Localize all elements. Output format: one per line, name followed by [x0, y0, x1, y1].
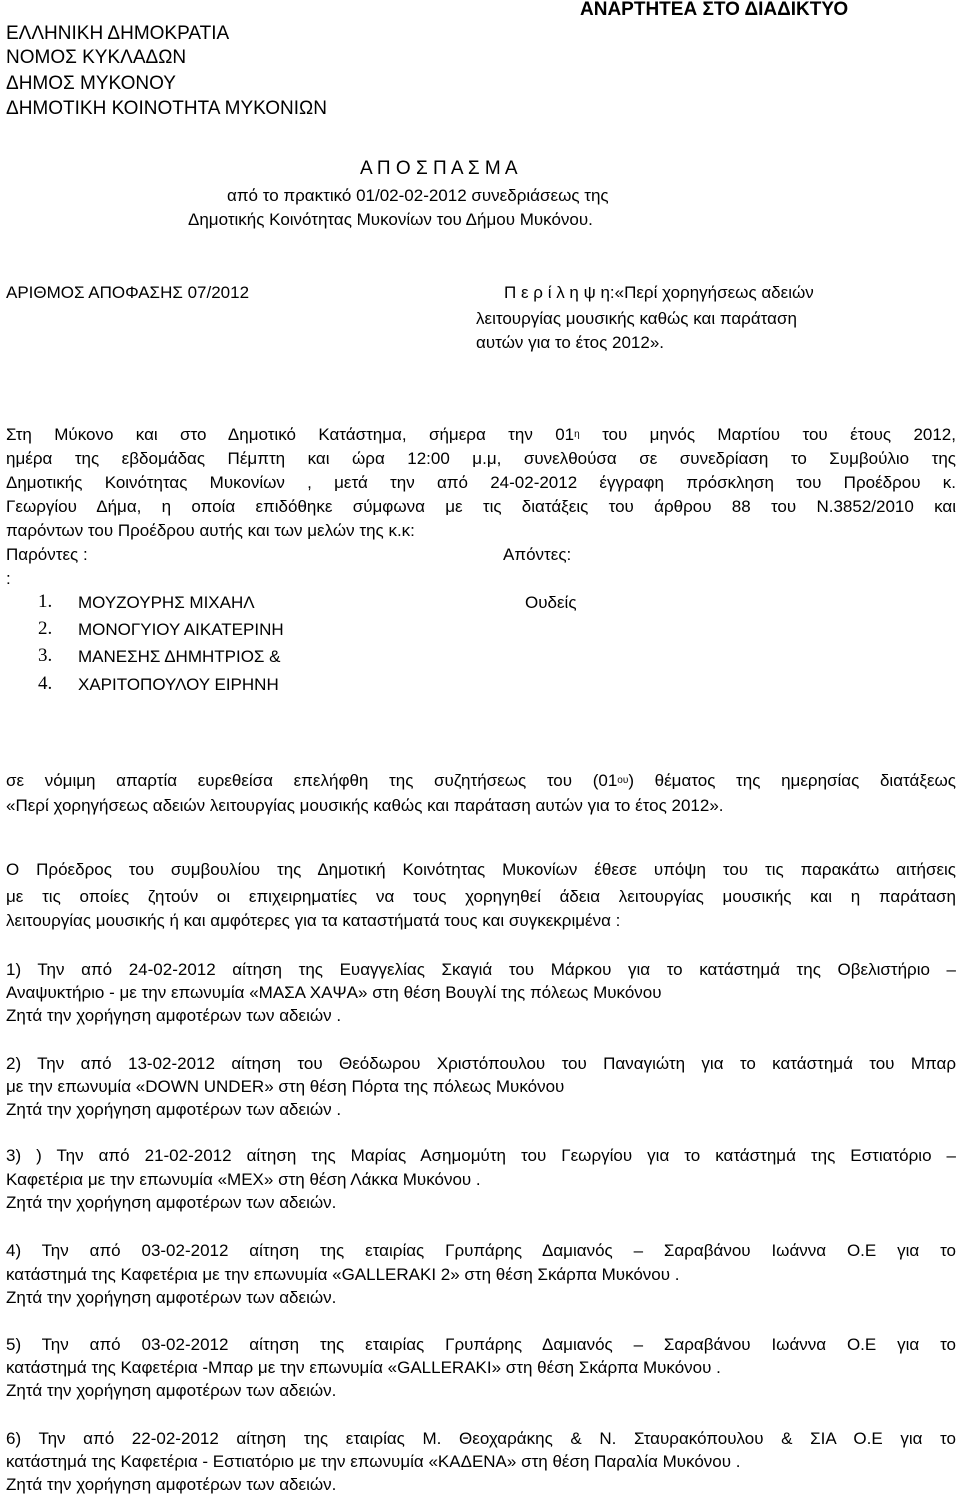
intro-line: παρόντων του Προέδρου αυτής και των μελών της κ.κ: — [6, 521, 415, 540]
request-2-status: Ζητά την χορήγηση αμφοτέρων των αδειών . — [6, 1100, 342, 1119]
intro-line: Στη Μύκονο και στο Δημοτικό Κατάστημα, σήμερα την $01^\eta$ του μηνός Μαρτίου του έτους 2012, — [6, 425, 956, 444]
member-name: ΧΑΡΙΤΟΠΟΥΛΟΥ ΕΙΡΗΝΗ — [78, 675, 279, 694]
request-1-status: Ζητά την χορήγηση αμφοτέρων των αδειών . — [6, 1006, 342, 1025]
summary-line: λειτουργίας μουσικής καθώς και παράταση — [476, 309, 797, 328]
posting-notice: ΑΝΑΡΤΗΤΕΑ ΣΤΟ ΔΙΑΔΙΚΤΥΟ — [580, 0, 849, 20]
summary-line: Π ε ρ ί λ η ψ η:«Περί χορηγήσεως αδειών — [504, 283, 814, 302]
intro-line: Γεωργίου Δήμα, η οποία επιδόθηκε σύμφωνα με τις διατάξεις του άρθρου 88 του Ν.3852/2010 και — [6, 497, 956, 516]
request-1-line: 1) Την από 24-02-2012 αίτηση της Ευαγγελίας Σκαγιά του Μάρκου για το κατάστημά της Οβελιστήριο – — [6, 960, 956, 979]
member-name: ΜΑΝΕΣΗΣ ΔΗΜΗΤΡΙΟΣ & — [78, 647, 281, 666]
president-line: λειτουργίας μουσικής ή και αμφότερες για τα καταστήματά τους και συγκεκριμένα : — [6, 911, 621, 930]
header-line: ΝΟΜΟΣ ΚΥΚΛΑΔΩΝ — [6, 47, 187, 68]
president-line: με τις οποίες ζητούν οι επιχειρηματίες να τους χορηγηθεί άδεια λειτουργίας μουσικής και η παράταση — [6, 887, 956, 906]
president-line: Ο Πρόεδρος του συμβουλίου της Δημοτική Κοινότητας Μυκονίων έθεσε υπόψη του τις παρακάτω αιτήσεις — [6, 860, 956, 879]
member-item: 3. — [38, 645, 53, 666]
decision-number: ΑΡΙΘΜΟΣ ΑΠΟΦΑΣΗΣ 07/2012 — [6, 283, 250, 302]
intro-line: ημέρα της εβδομάδας Πέμπτη και ώρα 12:00 μ.μ, συνελθούσα σε συνεδρίαση το Συμβούλιο της — [6, 449, 956, 468]
request-4-status: Ζητά την χορήγηση αμφοτέρων των αδειών. — [6, 1288, 337, 1307]
request-6-status: Ζητά την χορήγηση αμφοτέρων των αδειών. — [6, 1475, 337, 1494]
header-line: ΔΗΜΟΣ ΜΥΚΟΝΟΥ — [6, 73, 176, 94]
request-2-line: με την επωνυμία «DOWN UNDER» στη θέση Πόρτα της πόλεως Μυκόνου — [6, 1077, 565, 1096]
request-3-line: Καφετέρια με την επωνυμία «ΜΕΧ» στη θέση Λάκκα Μυκόνου . — [6, 1170, 481, 1189]
member-name: ΜΟΥΖΟΥΡΗΣ ΜΙΧΑΗΛ — [78, 593, 255, 612]
request-4-line: 4) Την από 03-02-2012 αίτηση της εταιρίας Γρυπάρης Δαμιανός – Σαραβάνου Ιωάννα Ο.Ε για το — [6, 1241, 956, 1260]
present-colon: : — [6, 569, 11, 588]
absent-label: Απόντες: — [503, 545, 572, 564]
quorum-line: σε νόμιμη απαρτία ευρεθείσα επελήφθη της συζητήσεως του $(01^{o\upsilon})$ θέματος της ημερησίας διατάξεως — [6, 771, 956, 790]
header-line: ΔΗΜΟΤΙΚΗ ΚΟΙΝΟΤΗΤΑ ΜΥΚΟΝΙΩΝ — [6, 98, 327, 119]
excerpt-line: Δημοτικής Κοινότητας Μυκονίων του Δήμου Μυκόνου. — [188, 210, 593, 229]
request-6-line: κατάστημά της Καφετέρια - Εστιατόριο με την επωνυμία «ΚΑΔΕΝΑ» στη θέση Παραλία Μυκόνου . — [6, 1452, 741, 1471]
member-item: 2. — [38, 618, 53, 639]
header-line: ΕΛΛΗΝΙΚΗ ΔΗΜΟΚΡΑΤΙΑ — [6, 23, 230, 44]
request-5-line: κατάστημά της Καφετέρια -Μπαρ με την επωνυμία «GALLERAKI» στη θέση Σκάρπα Μυκόνου . — [6, 1358, 721, 1377]
request-1-line: Αναψυκτήριο - με την επωνυμία «ΜΑΣΑ ΧΑΨΑ» στη θέση Βουγλί της πόλεως Μυκόνου — [6, 983, 662, 1002]
request-6-line: 6) Την από 22-02-2012 αίτηση της εταιρίας Μ. Θεοχαράκης & Ν. Σταυρακόπουλου & ΣΙΑ Ο.Ε για το — [6, 1429, 956, 1448]
request-2-line: 2) Την από 13-02-2012 αίτηση του Θεόδωρου Χριστόπουλου του Παναγιώτη για το κατάστημά του Μπαρ — [6, 1054, 956, 1073]
request-5-status: Ζητά την χορήγηση αμφοτέρων των αδειών. — [6, 1381, 337, 1400]
request-3-status: Ζητά την χορήγηση αμφοτέρων των αδειών. — [6, 1193, 337, 1212]
quorum-line: «Περί χορηγήσεως αδειών λειτουργίας μουσικής καθώς και παράταση αυτών για το έτος 2012». — [6, 796, 724, 815]
present-label: Παρόντες : — [6, 545, 88, 564]
member-item: 4. — [38, 673, 53, 694]
intro-line: Δημοτικής Κοινότητας Μυκονίων , μετά την από 24-02-2012 έγγραφη πρόσκληση του Προέδρου κ. — [6, 473, 956, 492]
excerpt-title: Α Π Ο Σ Π Α Σ Μ Α — [360, 158, 518, 179]
summary-line: αυτών για το έτος 2012». — [476, 333, 664, 352]
excerpt-line: από το πρακτικό 01/02-02-2012 συνεδριάσεως της — [227, 186, 609, 205]
request-4-line: κατάστημά της Καφετέρια με την επωνυμία «GALLERAKI 2» στη θέση Σκάρπα Μυκόνου . — [6, 1265, 680, 1284]
absent-value: Ουδείς — [525, 593, 577, 612]
request-3-line: 3) ) Την από 21-02-2012 αίτηση της Μαρίας Ασημομύτη του Γεωργίου για το κατάστημά της Εστιατόριο – — [6, 1146, 956, 1165]
member-name: ΜΟΝΟΓΥΙΟΥ ΑΙΚΑΤΕΡΙΝΗ — [78, 620, 284, 639]
member-item: 1. — [38, 591, 53, 612]
request-5-line: 5) Την από 03-02-2012 αίτηση της εταιρίας Γρυπάρης Δαμιανός – Σαραβάνου Ιωάννα Ο.Ε για το — [6, 1335, 956, 1354]
